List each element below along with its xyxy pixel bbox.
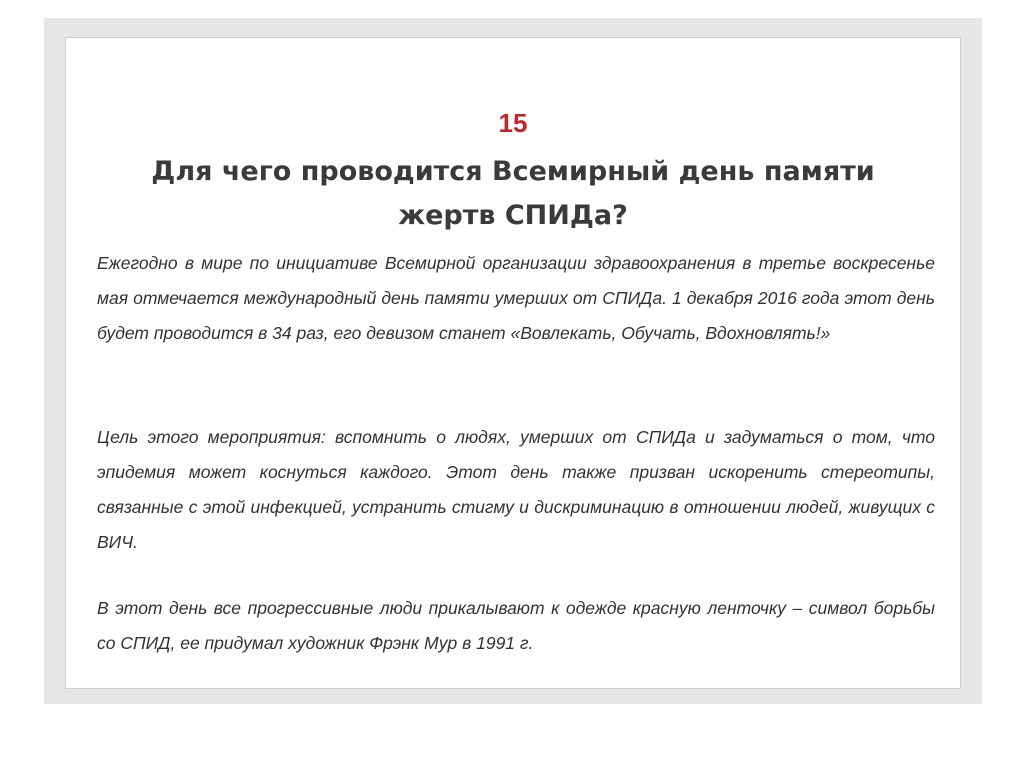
- paragraph-1: Ежегодно в мире по инициативе Всемирной организации здравоохранения в третье воскресенье мая отмечается международный день памяти умерших от СПИДа. 1 декабря 2016 года этот день будет проводится в 34 раз, его девизом станет «Вовлекать, Обучать, Вдохновлять!»: [97, 253, 935, 343]
- paragraph-2: Цель этого мероприятия: вспомнить о людях, умерших от СПИДа и задуматься о том, что эпидемия может коснуться каждого. Этот день также призван искоренить стереотипы, связанные с этой инфекцией, устранить стигму и дискриминацию в отношении людей, живущих с ВИЧ.: [97, 427, 935, 552]
- slide-card: [65, 37, 961, 689]
- slide-number: 15: [498, 108, 528, 138]
- slide-title: Для чего проводится Всемирный день памяти жертв СПИДа?: [151, 156, 875, 231]
- paragraph-3: В этот день все прогрессивные люди прикалывают к одежде красную ленточку – символ борьбы со СПИД, ее придумал художник Фрэнк Мур в 1991 г.: [97, 598, 935, 653]
